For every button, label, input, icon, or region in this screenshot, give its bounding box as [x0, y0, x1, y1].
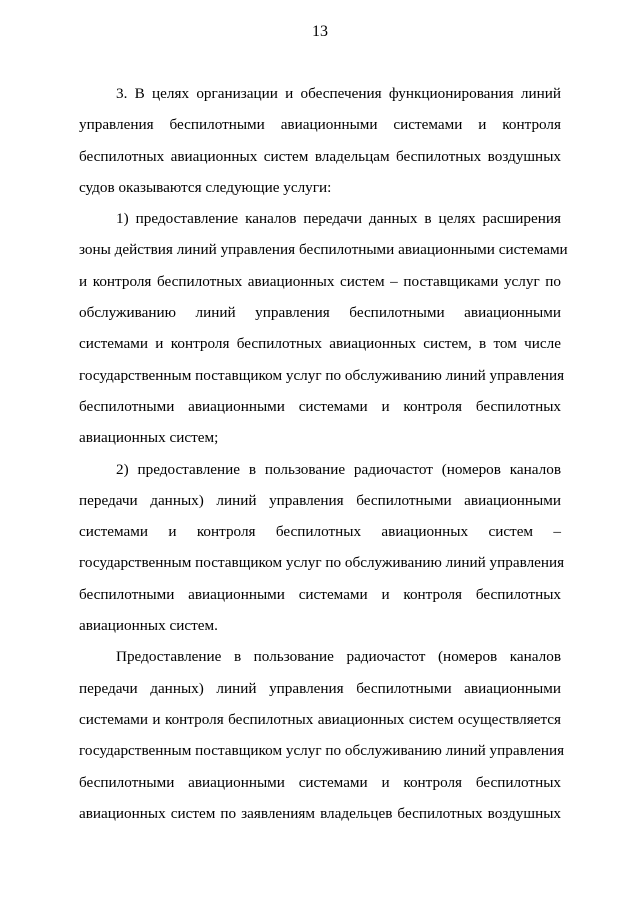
text-line: обслуживанию линий управления беспилотными авиационными: [79, 304, 561, 322]
paragraph-provision: [79, 641, 565, 829]
text-line: судов оказываются следующие услуги:: [79, 178, 332, 196]
text-line: беспилотными авиационными системами и контроля беспилотных: [79, 585, 561, 603]
text-line: государственным поставщиком услуг по обслуживанию линий управления: [79, 742, 565, 760]
list-item-2: [79, 454, 565, 642]
list-item-1: [79, 203, 568, 453]
text-line: авиационных систем по заявлениям владельцев беспилотных воздушных: [79, 804, 561, 822]
paragraph-3: [79, 78, 561, 203]
text-line: управления беспилотными авиационными системами и контроля: [79, 116, 561, 134]
text-line: и контроля беспилотных авиационных систем – поставщиками услуг по: [79, 272, 561, 290]
text-line: зоны действия линий управления беспилотными авиационными системами: [79, 241, 568, 259]
text-line: авиационных систем;: [79, 429, 219, 447]
text-line: 3. В целях организации и обеспечения функционирования линий: [116, 85, 561, 102]
text-line: авиационных систем.: [79, 617, 218, 635]
text-line: Предоставление в пользование радиочастот (номеров каналов: [116, 648, 561, 666]
text-line: государственным поставщиком услуг по обслуживанию линий управления: [79, 366, 565, 384]
text-line: системами и контроля беспилотных авиационных систем –: [79, 523, 561, 541]
text-line: государственным поставщиком услуг по обслуживанию линий управления: [79, 554, 565, 572]
text-line: передачи данных) линий управления беспилотными авиационными: [79, 679, 561, 697]
text-line: передачи данных) линий управления беспилотными авиационными: [79, 491, 561, 509]
page-number: 13: [312, 23, 328, 40]
text-line: беспилотными авиационными системами и контроля беспилотных: [79, 397, 561, 415]
text-line: 2) предоставление в пользование радиочастот (номеров каналов: [116, 460, 561, 478]
text-line: 1) предоставление каналов передачи данных в целях расширения: [116, 210, 561, 228]
document-body: [79, 78, 568, 829]
text-line: системами и контроля беспилотных авиационных систем, в том числе: [79, 335, 561, 353]
text-line: системами и контроля беспилотных авиационных систем осуществляется: [79, 710, 561, 728]
text-line: беспилотных авиационных систем владельцам беспилотных воздушных: [79, 147, 561, 165]
text-line: беспилотными авиационными системами и контроля беспилотных: [79, 773, 561, 791]
